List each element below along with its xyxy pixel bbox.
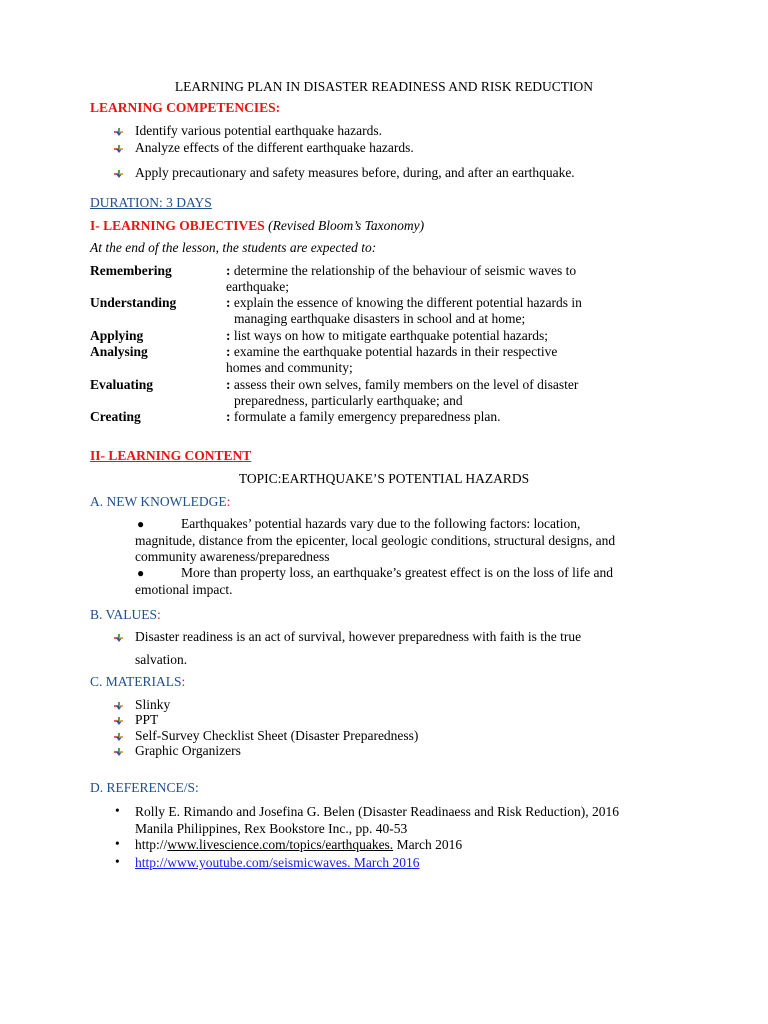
objectives-heading: I- LEARNING OBJECTIVES [90,218,265,233]
bullet-dot-icon: • [115,836,120,851]
reference-line: Rolly E. Rimando and Josefina G. Belen (Disaster Readinaess and Risk Reduction), 2016 [135,804,620,819]
reference-link[interactable]: http://www.youtube.com/seismicwaves. March 2016 [135,855,420,870]
reference-link[interactable]: www.livescience.com/topics/earthquakes. [167,837,394,852]
objective-text [226,295,582,311]
colon: : [226,295,231,310]
objective-line: list ways on how to mitigate earthquake potential hazards; [233,328,549,343]
material-item: PPT [135,712,159,727]
knowledge-line: community awareness/preparedness [135,549,330,564]
heading-text: B. VALUES [90,607,158,622]
colon: : [226,377,231,392]
reference-line [135,837,462,853]
objective-text [226,409,501,425]
colon: : [226,328,231,343]
objective-line: formulate a family emergency preparedness plan. [233,409,501,424]
reference-suffix: March 2016 [393,837,463,852]
competencies-heading: LEARNING COMPETENCIES: [90,100,281,115]
objective-level: Evaluating [90,377,154,392]
heading-text: A. NEW KNOWLEDGE [90,494,227,509]
objective-level: Remembering [90,263,172,278]
content-heading: II- LEARNING CONTENT [90,448,252,463]
new-knowledge-heading: A. NEW KNOWLEDGE: [90,494,231,509]
colon: : [226,409,231,424]
heading-text: C. MATERIALS [90,674,182,689]
objectives-heading-line [90,218,424,234]
objective-line: preparedness, particularly earthquake; and [234,393,463,408]
arrow-bullet-icon [114,701,124,711]
arrow-bullet-icon [114,747,124,757]
document-title: LEARNING PLAN IN DISASTER READINESS AND RISK REDUCTION [174,79,594,94]
topic: TOPIC:EARTHQUAKE’S POTENTIAL HAZARDS [238,471,530,486]
reference-prefix: http:// [135,837,168,852]
material-item: Graphic Organizers [135,743,241,758]
values-line: salvation. [135,652,188,667]
knowledge-line: magnitude, distance from the epicenter, local geologic conditions, structural designs, and [135,533,616,548]
objectives-subtitle: (Revised Bloom’s Taxonomy) [268,218,425,233]
values-line: Disaster readiness is an act of survival, however preparedness with faith is the true [135,629,582,644]
bullet-dot-icon: • [115,854,120,869]
values-heading: B. VALUES: [90,607,161,622]
reference-line: Manila Philippines, Rex Bookstore Inc., pp. 40-53 [135,821,408,836]
objective-level: Creating [90,409,141,424]
arrow-bullet-icon [114,144,124,154]
material-item: Slinky [135,697,171,712]
arrow-bullet-icon [114,732,124,742]
material-item: Self-Survey Checklist Sheet (Disaster Preparedness) [135,728,419,743]
objective-text [226,377,578,393]
arrow-bullet-icon [114,127,124,137]
references-heading: D. REFERENCE/S: [90,780,199,795]
bullet-dot-icon: ● [137,517,145,531]
objective-line: homes and community; [226,360,353,375]
duration: DURATION: 3 DAYS [90,195,212,210]
objective-line: determine the relationship of the behaviour of seismic waves to [233,263,577,278]
objective-text [226,328,548,344]
materials-heading: C. MATERIALS: [90,674,186,689]
objective-line: assess their own selves, family members on the level of disaster [233,377,579,392]
bullet-dot-icon: • [115,803,120,818]
objective-line: managing earthquake disasters in school and at home; [234,311,526,326]
objective-level: Analysing [90,344,148,359]
objective-text [226,263,576,279]
objective-text [226,344,557,360]
knowledge-line: More than property loss, an earthquake’s greatest effect is on the loss of life and [181,565,613,580]
competency-item: Apply precautionary and safety measures before, during, and after an earthquake. [135,165,575,180]
competency-item: Analyze effects of the different earthquake hazards. [135,140,414,155]
bullet-dot-icon: ● [137,566,145,580]
colon: : [226,344,231,359]
objective-level: Applying [90,328,144,343]
objectives-intro: At the end of the lesson, the students are expected to: [90,240,377,255]
objective-line: earthquake; [226,279,289,294]
knowledge-line: emotional impact. [135,582,233,597]
competency-item: Identify various potential earthquake hazards. [135,123,383,138]
knowledge-line: Earthquakes’ potential hazards vary due to the following factors: location, [181,516,581,531]
arrow-bullet-icon [114,716,124,726]
objective-line: examine the earthquake potential hazards in their respective [233,344,558,359]
objective-line: explain the essence of knowing the different potential hazards in [233,295,582,310]
arrow-bullet-icon [114,169,124,179]
objective-level: Understanding [90,295,177,310]
arrow-bullet-icon [114,633,124,643]
colon: : [226,263,231,278]
